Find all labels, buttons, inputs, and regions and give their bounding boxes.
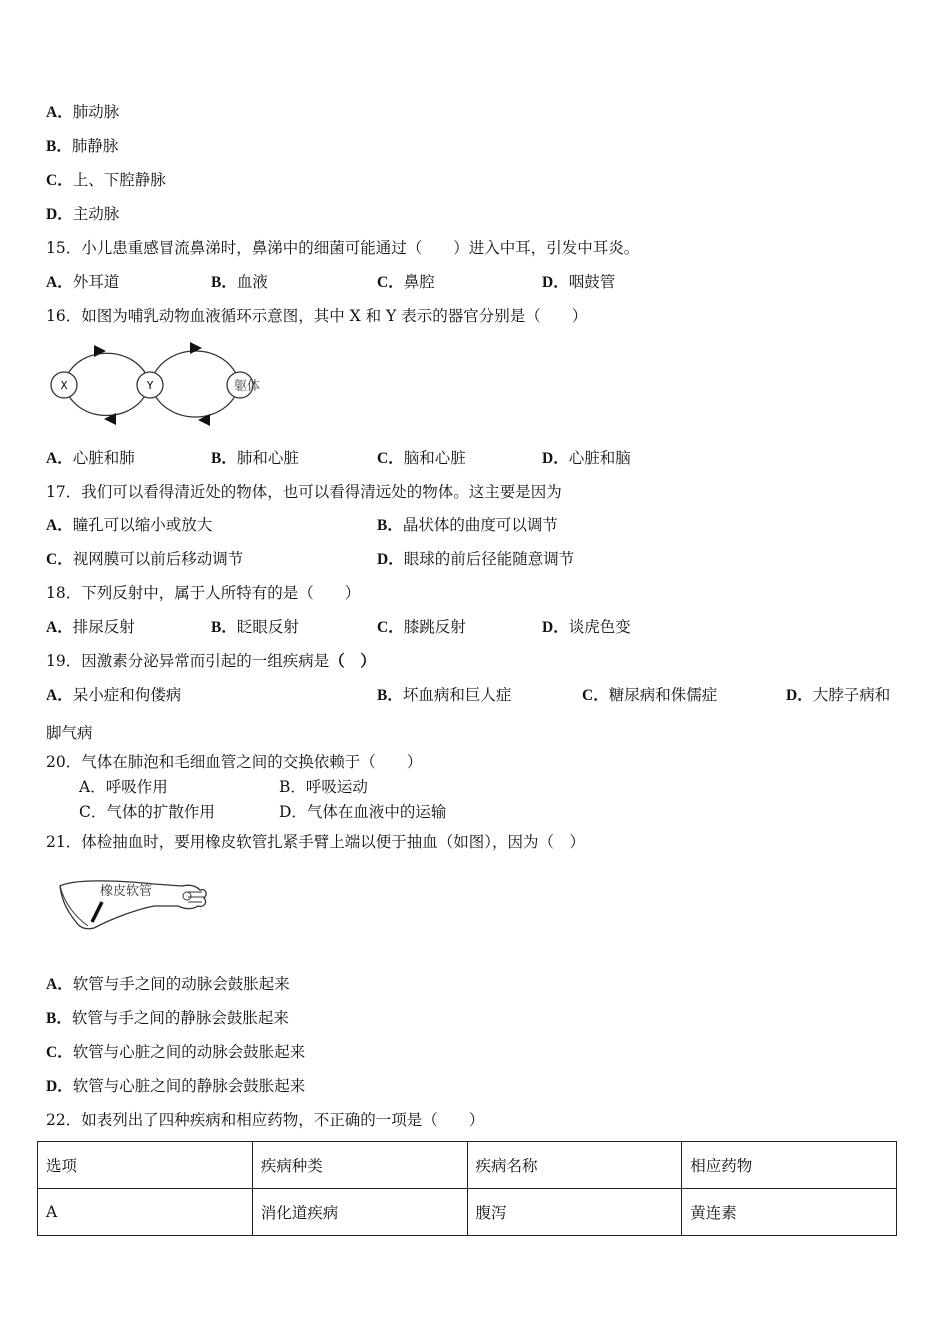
node-y-label: Y — [146, 379, 154, 392]
right-loop-bottom — [150, 384, 240, 417]
q19-stem-paren: （ ） — [329, 651, 376, 670]
option-text: 心脏和肺 — [72, 449, 135, 467]
option-letter: B． — [211, 274, 237, 291]
table-header-cell: 相应药物 — [682, 1142, 897, 1189]
q14-option-b — [46, 136, 118, 157]
q18-option-b — [211, 617, 299, 638]
option-letter: A． — [46, 104, 73, 121]
option-text: 晶状体的曲度可以调节 — [402, 516, 558, 534]
option-text: 排尿反射 — [72, 618, 135, 636]
option-letter: A． — [46, 976, 73, 993]
q18-stem: 18．下列反射中，属于人所特有的是（ ） — [46, 584, 361, 602]
q15-option-a — [46, 272, 119, 293]
q16-option-b — [211, 448, 299, 469]
left-loop-top — [64, 353, 150, 384]
option-text: 上、下腔静脉 — [72, 171, 166, 189]
q22-stem: 22．如表列出了四种疾病和相应药物，不正确的一项是（ ） — [46, 1111, 485, 1129]
option-letter: A． — [46, 450, 73, 467]
option-letter: D． — [46, 206, 73, 223]
q20-option-a: A．呼吸作用 — [79, 778, 168, 796]
q18-option-d — [542, 617, 631, 638]
arrow-icon — [190, 342, 202, 354]
q19-option-b — [377, 685, 511, 706]
q16-stem: 16．如图为哺乳动物血液循环示意图，其中 X 和 Y 表示的器官分别是（ ） — [46, 307, 588, 325]
option-letter: D． — [542, 450, 569, 467]
q21-stem: 21．体检抽血时，要用橡皮软管扎紧手臂上端以便于抽血（如图），因为（ ） — [46, 833, 585, 851]
option-text: 软管与心脏之间的动脉会鼓胀起来 — [72, 1043, 306, 1061]
q16-option-a — [46, 448, 135, 469]
option-letter: B． — [46, 138, 72, 155]
table-cell: 黄连素 — [682, 1189, 897, 1236]
q19-stem — [46, 651, 376, 671]
q15-option-b — [211, 272, 268, 293]
option-letter: D． — [542, 619, 569, 636]
q17-option-a — [46, 515, 212, 536]
option-letter: C． — [377, 619, 404, 636]
option-text: 鼻腔 — [403, 273, 435, 291]
q14-option-d — [46, 204, 119, 225]
option-text: 眼球的前后径能随意调节 — [403, 550, 575, 568]
option-text: 呆小症和佝偻病 — [72, 686, 182, 704]
option-letter: B． — [211, 619, 237, 636]
rubber-tube-label: 橡皮软管 — [100, 884, 153, 899]
q21-option-a — [46, 974, 290, 995]
q18-option-a — [46, 617, 135, 638]
table-cell: 腹泻 — [467, 1189, 682, 1236]
option-letter: A． — [46, 619, 73, 636]
q19-option-c — [582, 685, 717, 706]
option-letter: B． — [211, 450, 237, 467]
option-text: 心脏和脑 — [568, 449, 631, 467]
q20-stem: 20．气体在肺泡和毛细血管之间的交换依赖于（ ） — [46, 753, 423, 771]
q20-option-c: C．气体的扩散作用 — [79, 803, 215, 821]
option-text: 软管与心脏之间的静脉会鼓胀起来 — [72, 1077, 306, 1095]
option-text: 视网膜可以前后移动调节 — [72, 550, 244, 568]
option-letter: B． — [46, 1010, 72, 1027]
table-cell: A — [38, 1189, 253, 1236]
option-letter: C． — [377, 450, 404, 467]
q15-option-d — [542, 272, 615, 293]
table-header-cell: 选项 — [38, 1142, 253, 1189]
q14-option-c — [46, 170, 166, 191]
right-loop-top — [150, 351, 240, 384]
q16-option-c — [377, 448, 466, 469]
table-header-cell: 疾病名称 — [467, 1142, 682, 1189]
option-letter: C． — [46, 1044, 73, 1061]
table-header-cell: 疾病种类 — [252, 1142, 467, 1189]
option-text: 大脖子病和 — [812, 686, 891, 704]
q16-option-d — [542, 448, 631, 469]
option-letter: D． — [542, 274, 569, 291]
q19-option-d — [786, 685, 890, 706]
option-text: 坏血病和巨人症 — [402, 686, 512, 704]
option-text: 肺动脉 — [72, 103, 120, 121]
arm-tourniquet-diagram — [54, 876, 214, 932]
option-text: 脑和心脏 — [403, 449, 466, 467]
option-text: 肺和心脏 — [236, 449, 299, 467]
q17-stem: 17．我们可以看得清近处的物体，也可以看得清远处的物体。这主要是因为 — [46, 483, 562, 501]
option-text: 膝跳反射 — [403, 618, 466, 636]
option-text: 糖尿病和侏儒症 — [608, 686, 718, 704]
q21-option-d — [46, 1076, 305, 1097]
node-body-label: 躯体 — [234, 379, 261, 394]
option-text: 肺静脉 — [71, 137, 119, 155]
q17-option-d — [377, 549, 574, 570]
option-letter: A． — [46, 274, 73, 291]
q20-option-b: B．呼吸运动 — [279, 778, 368, 796]
option-letter: A． — [46, 517, 73, 534]
option-text: 瞳孔可以缩小或放大 — [72, 516, 213, 534]
option-text: 外耳道 — [72, 273, 120, 291]
option-letter: C． — [582, 687, 609, 704]
option-letter: B． — [377, 517, 403, 534]
node-x-label: X — [60, 379, 68, 392]
option-letter: C． — [46, 172, 73, 189]
q18-option-c — [377, 617, 466, 638]
table-row — [38, 1189, 897, 1236]
q21-option-b — [46, 1008, 289, 1029]
circulation-diagram — [44, 338, 284, 434]
option-letter: D． — [46, 1078, 73, 1095]
option-text: 血液 — [236, 273, 268, 291]
q17-option-c — [46, 549, 243, 570]
q19-stem-text: 19．因激素分泌异常而引起的一组疾病是 — [46, 652, 330, 670]
option-letter: D． — [786, 687, 813, 704]
disease-medicine-table — [37, 1141, 897, 1236]
q15-option-c — [377, 272, 435, 293]
q20-option-d: D．气体在血液中的运输 — [279, 803, 447, 821]
option-letter: A． — [46, 687, 73, 704]
option-text: 软管与手之间的静脉会鼓胀起来 — [71, 1009, 289, 1027]
option-letter: C． — [46, 551, 73, 568]
table-cell: 消化道疾病 — [252, 1189, 467, 1236]
option-letter: D． — [377, 551, 404, 568]
q19-option-d-wrap: 脚气病 — [46, 724, 93, 742]
option-letter: C． — [377, 274, 404, 291]
table-header-row — [38, 1142, 897, 1189]
q19-option-a — [46, 685, 181, 706]
q14-option-a — [46, 102, 119, 123]
arrow-icon — [94, 345, 106, 357]
q21-option-c — [46, 1042, 305, 1063]
option-text: 主动脉 — [72, 205, 120, 223]
q17-option-b — [377, 515, 558, 536]
option-text: 眨眼反射 — [236, 618, 299, 636]
option-text: 咽鼓管 — [568, 273, 616, 291]
option-letter: B． — [377, 687, 403, 704]
option-text: 软管与手之间的动脉会鼓胀起来 — [72, 975, 290, 993]
q15-stem: 15．小儿患重感冒流鼻涕时，鼻涕中的细菌可能通过（ ）进入中耳，引发中耳炎。 — [46, 239, 640, 257]
option-text: 谈虎色变 — [568, 618, 631, 636]
